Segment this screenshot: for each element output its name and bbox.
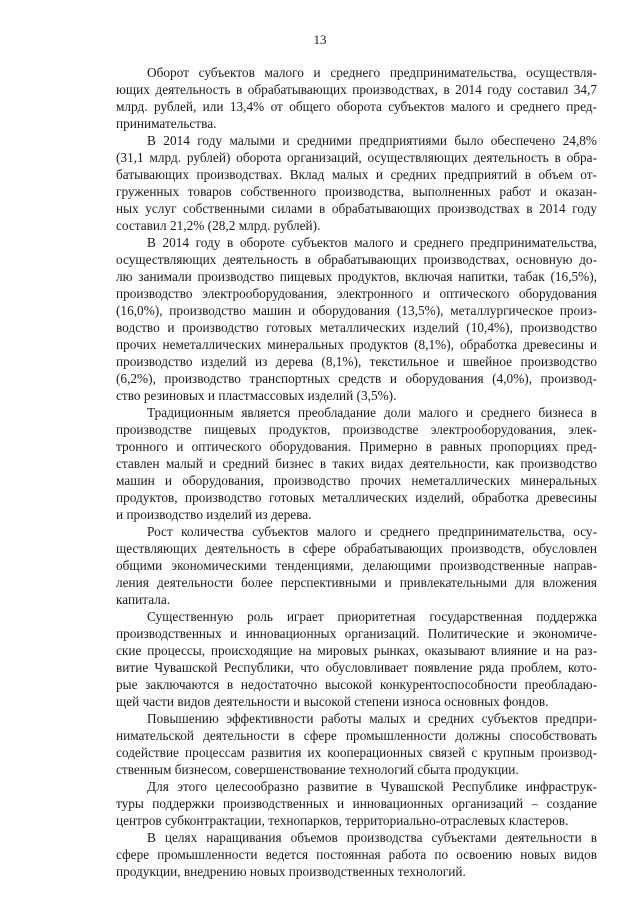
text-line: продукции, внедрению новых производственных технологий. bbox=[116, 864, 466, 879]
text-line: Повышению эффективности работы малых и средних субъектов предпри- bbox=[147, 711, 597, 726]
text-line: осуществляющих деятельность в обрабатывающих производствах, основную до- bbox=[116, 252, 597, 267]
paragraph bbox=[116, 132, 597, 234]
text-line: принимательства. bbox=[116, 116, 217, 131]
text-line: Традиционным является преобладание доли малого и среднего бизнеса в bbox=[147, 405, 597, 420]
text-line: тронного и оптического оборудования. Примерно в равных пропорциях пред- bbox=[116, 439, 597, 454]
text-line: ления деятельности более перспективными и привлекательными для вложения bbox=[116, 575, 597, 590]
text-line: щей части видов деятельности и высокой степени износа основных фондов. bbox=[116, 694, 549, 709]
text-line: ществляющих деятельность в сфере обрабатывающих производств, обусловлен bbox=[116, 541, 597, 556]
body-text bbox=[116, 64, 597, 880]
text-line: (16,0%), производство машин и оборудования (13,5%), металлургическое произ- bbox=[116, 303, 597, 318]
text-line: общими экономическими тенденциями, делающими производственные направ- bbox=[116, 558, 597, 573]
text-line: В 2014 году малыми и средними предприятиями было обеспечено 24,8% bbox=[147, 133, 597, 148]
text-line: ных услуг собственными силами в обрабатывающих производствах в 2014 году bbox=[116, 201, 597, 216]
text-line: содействие процессам развития их кооперационных связей с крупным производ- bbox=[116, 745, 597, 760]
text-line: Оборот субъектов малого и среднего предпринимательства, осуществля- bbox=[147, 65, 597, 80]
text-line: капитала. bbox=[116, 592, 171, 607]
text-line: ские процессы, происходящие на мировых рынках, оказывают влияние и на раз- bbox=[116, 643, 597, 658]
text-line: водство и производство готовых металлических изделий (10,4%), производство bbox=[116, 320, 597, 335]
paragraph bbox=[116, 523, 597, 608]
text-line: составил 21,2% (28,2 млрд. рублей). bbox=[116, 218, 321, 233]
text-line: груженных товаров собственного производства, выполненных работ и оказан- bbox=[116, 184, 597, 199]
paragraph bbox=[116, 234, 597, 404]
text-line: ственным бизнесом, совершенствование технологий сбыта продукции. bbox=[116, 762, 519, 777]
text-line: В 2014 году в обороте субъектов малого и среднего предпринимательства, bbox=[147, 235, 597, 250]
text-line: рые заключаются в недостаточно высокой конкурентоспособности преобладаю- bbox=[116, 677, 597, 692]
paragraph bbox=[116, 404, 597, 523]
text-line: лю занимали производство пищевых продуктов, включая напитки, табак (16,5%), bbox=[116, 269, 597, 284]
text-line: (31,1 млрд. рублей) оборота организаций, осуществляющих деятельность в обра- bbox=[116, 150, 597, 165]
text-line: сфере промышленности ведется постоянная работа по освоению новых видов bbox=[116, 847, 597, 862]
paragraph bbox=[116, 608, 597, 710]
text-line: ставлен малый и средний бизнес в таких видах деятельности, как производство bbox=[116, 456, 597, 471]
text-line: производство электрооборудования, электронного и оптического оборудования bbox=[116, 286, 597, 301]
paragraph bbox=[116, 778, 597, 829]
paragraph bbox=[116, 64, 597, 132]
text-line: продуктов, производство готовых металлических изделий, обработка древесины bbox=[116, 490, 597, 505]
text-line: Рост количества субъектов малого и среднего предпринимательства, осу- bbox=[147, 524, 597, 539]
text-line: производственных и инновационных организаций. Политические и экономиче- bbox=[116, 626, 597, 641]
text-line: ство резиновых и пластмассовых изделий (3,5%). bbox=[116, 388, 397, 403]
text-line: витие Чувашской Республики, что обусловливает появление ряда проблем, кото- bbox=[116, 660, 597, 675]
text-line: батывающих производствах. Вклад малых и средних предприятий в объем от- bbox=[116, 167, 597, 182]
text-line: Существенную роль играет приоритетная государственная поддержка bbox=[147, 609, 597, 624]
text-line: и производство изделий из дерева. bbox=[116, 507, 312, 522]
text-line: Для этого целесообразно развитие в Чувашской Республике инфраструк- bbox=[147, 779, 597, 794]
text-line: центров субконтрактации, технопарков, территориально-отраслевых кластеров. bbox=[116, 813, 569, 828]
text-line: прочих неметаллических минеральных продуктов (8,1%), обработка древесины и bbox=[116, 337, 597, 352]
paragraph bbox=[116, 710, 597, 778]
page-number: 13 bbox=[313, 32, 327, 47]
text-line: (6,2%), производство транспортных средств и оборудования (4,0%), производ- bbox=[116, 371, 597, 386]
text-line: млрд. рублей, или 13,4% от общего оборота субъектов малого и среднего пред- bbox=[116, 99, 597, 114]
text-line: машин и оборудования, производство прочих неметаллических минеральных bbox=[116, 473, 597, 488]
text-line: туры поддержки производственных и инновационных организаций – создание bbox=[116, 796, 597, 811]
text-line: нимательской деятельности в сфере промышленности должны способствовать bbox=[116, 728, 597, 743]
paragraph bbox=[116, 829, 597, 880]
text-line: ющих деятельность в обрабатывающих производствах, в 2014 году составил 34,7 bbox=[116, 82, 597, 97]
text-line: производство изделий из дерева (8,1%), текстильное и швейное производство bbox=[116, 354, 597, 369]
text-line: В целях наращивания объемов производства субъектами деятельности в bbox=[147, 830, 597, 845]
text-line: производстве пищевых продуктов, производстве электрооборудования, элек- bbox=[116, 422, 597, 437]
